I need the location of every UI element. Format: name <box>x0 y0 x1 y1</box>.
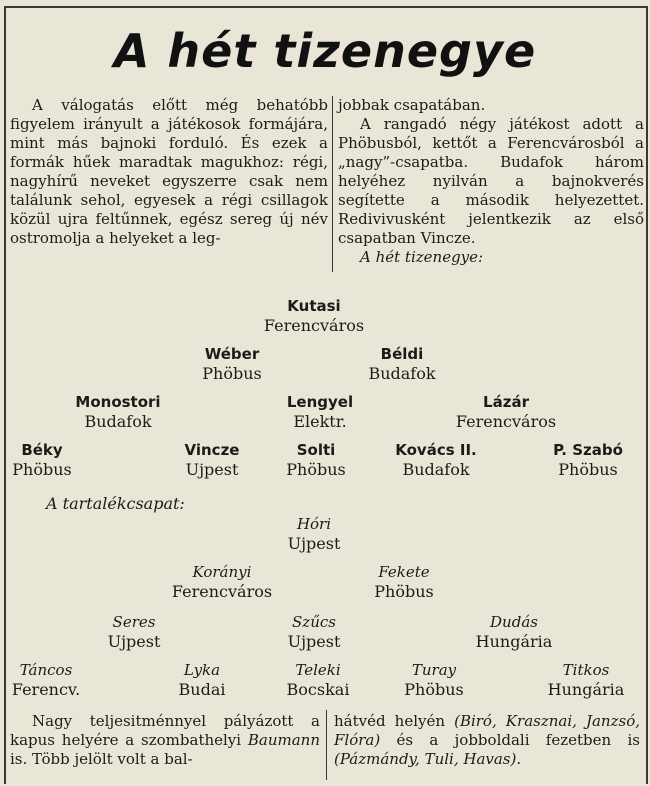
rangado-paragraph: A rangadó négy játékost adott a Phöbusból, kettőt a Ferencvárosból a „nagy”-csapatba. Budafok három helyéhez nyilván a bajnokverés segítette a második helyezettet. Redivivusként jelentkezik az első csapatban Vincze. <box>338 115 644 247</box>
player-centre-half: Lengyel Elektr. <box>286 393 354 431</box>
goalkeeper-candidates-paragraph: Nagy teljesitménnyel pályázott a kapus helyére a szombathelyi Baumann is. Több jelölt volt a bal- <box>10 712 320 768</box>
bottom-column-left <box>10 712 320 769</box>
team-heading: A hét tizenegye: <box>360 248 484 266</box>
player-left-back: Béldi Budafok <box>368 345 436 383</box>
reserve-left-half: Dudás Hungária <box>475 613 553 651</box>
reserve-team-heading: A tartalékcsapat: <box>46 494 185 513</box>
intro-column-right <box>338 96 644 267</box>
intro-paragraph: A válogatás előtt még behatóbb figyelem irányult a játékosok formájára, mint más bajnoki forduló. És ezek a formák hűek maradtak magukhoz: régi, nagyhírű neveket egyszerre csak nem találunk sehol, egyesek a régi csillagok közül ujra feltűnnek, egész sereg új név ostromolja a helyeket a leg- <box>10 96 328 247</box>
player-right-back: Wéber Phöbus <box>202 345 262 383</box>
player-inside-left: Kovács II. Budafok <box>395 441 477 479</box>
player-outside-left: P. Szabó Phöbus <box>553 441 623 479</box>
reserve-outside-right: Táncos Ferencv. <box>11 661 81 699</box>
reserve-inside-left: Turay Phöbus <box>404 661 464 699</box>
player-outside-right: Béky Phöbus <box>12 441 72 479</box>
bottom-column-divider <box>326 710 327 780</box>
bottom-column-right <box>334 712 640 769</box>
player-inside-right: Vincze Ujpest <box>184 441 240 479</box>
column-divider <box>332 96 333 272</box>
article-title: A hét tizenegye <box>113 24 537 78</box>
reserve-right-back: Korányi Ferencváros <box>171 563 273 601</box>
intro-column-left <box>10 96 328 248</box>
reserve-goalkeeper: Hóri Ujpest <box>287 515 341 553</box>
reserve-right-half: Seres Ujpest <box>107 613 161 651</box>
reserve-centre-forward: Teleki Bocskai <box>286 661 350 699</box>
reserve-outside-left: Titkos Hungária <box>547 661 625 699</box>
player-right-half: Monostori Budafok <box>75 393 161 431</box>
reserve-centre-half: Szűcs Ujpest <box>287 613 341 651</box>
reserve-inside-right: Lyka Budai <box>178 661 226 699</box>
player-goalkeeper: Kutasi Ferencváros <box>263 297 365 335</box>
player-centre-forward: Solti Phöbus <box>286 441 346 479</box>
continuation-text: jobbak csapatában. <box>338 96 486 114</box>
player-left-half: Lázár Ferencváros <box>455 393 557 431</box>
defender-candidates-paragraph: hátvéd helyén (Biró, Krasznai, Janzsó, Flóra) és a jobboldali fezetben is (Pázmándy, Tuli, Havas). <box>334 712 640 768</box>
reserve-left-back: Fekete Phöbus <box>374 563 434 601</box>
